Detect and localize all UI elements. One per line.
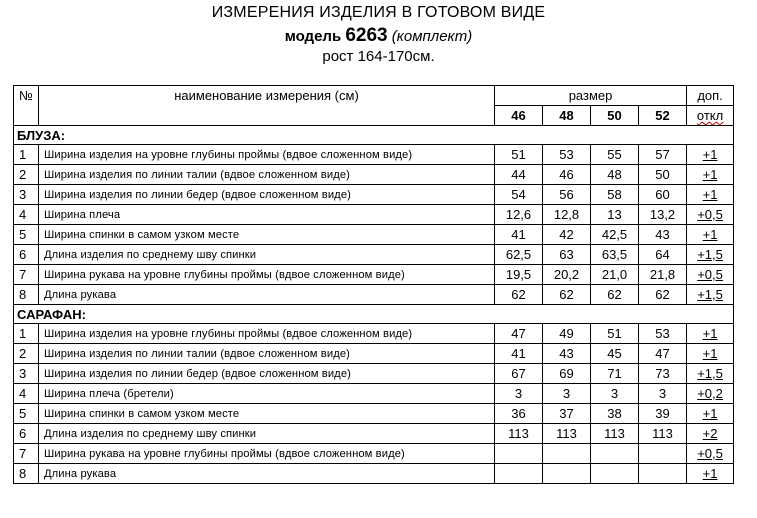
measurement-value: 42	[543, 225, 591, 245]
table-row	[14, 364, 734, 384]
measurement-value: 3	[495, 384, 543, 404]
measurement-value: 113	[591, 424, 639, 444]
tolerance-cell	[687, 424, 734, 444]
tolerance-value: +1	[702, 227, 718, 242]
measurement-value: 3	[591, 384, 639, 404]
model-number: 6263	[345, 25, 388, 46]
table-row	[14, 225, 734, 245]
row-number: 6	[14, 245, 39, 265]
model-label: модель	[284, 28, 342, 45]
measurement-value: 69	[543, 364, 591, 384]
tolerance-cell	[687, 265, 734, 285]
table-row	[14, 285, 734, 305]
table-row	[14, 165, 734, 185]
measurement-name: Ширина изделия по линии талии (вдвое сложенном виде)	[39, 165, 495, 185]
measurement-name: Длина рукава	[39, 285, 495, 305]
tolerance-cell	[687, 384, 734, 404]
tolerance-cell	[687, 225, 734, 245]
measurement-value: 12,8	[543, 205, 591, 225]
tolerance-cell	[687, 324, 734, 344]
row-number: 3	[14, 185, 39, 205]
measurement-value: 43	[543, 344, 591, 364]
model-line	[0, 25, 757, 47]
measurement-value: 63	[543, 245, 591, 265]
size-header: 52	[639, 106, 687, 126]
measurement-value: 56	[543, 185, 591, 205]
tolerance-value: +0,5	[697, 267, 723, 282]
table-row	[14, 245, 734, 265]
measurement-value: 71	[591, 364, 639, 384]
measurement-value: 57	[639, 145, 687, 165]
measurement-value: 3	[543, 384, 591, 404]
tolerance-cell	[687, 464, 734, 484]
measurement-value: 42,5	[591, 225, 639, 245]
table-row	[14, 384, 734, 404]
measurement-value: 44	[495, 165, 543, 185]
measurement-name: Ширина изделия на уровне глубины проймы (вдвое сложенном виде)	[39, 145, 495, 165]
measurement-name: Ширина рукава на уровне глубины проймы (вдвое сложенном виде)	[39, 265, 495, 285]
table-row	[14, 444, 734, 464]
tolerance-cell	[687, 245, 734, 265]
measurement-value: 37	[543, 404, 591, 424]
size-header: 46	[495, 106, 543, 126]
row-number: 5	[14, 225, 39, 245]
measurement-name: Длина изделия по среднему шву спинки	[39, 245, 495, 265]
tolerance-cell	[687, 145, 734, 165]
tolerance-cell	[687, 444, 734, 464]
measurement-name: Ширина изделия по линии талии (вдвое сложенном виде)	[39, 344, 495, 364]
document-title: ИЗМЕРЕНИЯ ИЗДЕЛИЯ В ГОТОВОМ ВИДЕ	[211, 4, 546, 21]
size-header: 48	[543, 106, 591, 126]
col-name-header: наименование измерения (см)	[39, 86, 495, 126]
measurement-value	[591, 464, 639, 484]
row-number: 7	[14, 265, 39, 285]
tolerance-value: +0,2	[697, 386, 723, 401]
measurement-name: Ширина изделия по линии бедер (вдвое сложенном виде)	[39, 185, 495, 205]
measurement-value: 20,2	[543, 265, 591, 285]
measurement-value: 39	[639, 404, 687, 424]
row-number: 2	[14, 165, 39, 185]
tolerance-value: +1,5	[697, 366, 723, 381]
tolerance-value: +1,5	[697, 247, 723, 262]
measurement-value	[495, 464, 543, 484]
section-title: БЛУЗА:	[14, 126, 734, 145]
measurement-value: 19,5	[495, 265, 543, 285]
measurement-value	[639, 464, 687, 484]
measurement-value: 13	[591, 205, 639, 225]
tolerance-cell	[687, 364, 734, 384]
tolerance-value: +1	[702, 147, 718, 162]
measurement-value: 38	[591, 404, 639, 424]
row-number: 1	[14, 145, 39, 165]
measurement-value: 21,0	[591, 265, 639, 285]
tolerance-cell	[687, 344, 734, 364]
col-size-header: размер	[495, 86, 687, 106]
tolerance-value: +1	[702, 167, 718, 182]
measurement-value: 48	[591, 165, 639, 185]
measurement-name: Ширина изделия на уровне глубины проймы (вдвое сложенном виде)	[39, 324, 495, 344]
table-row	[14, 464, 734, 484]
measurement-value	[543, 444, 591, 464]
measurement-value: 51	[495, 145, 543, 165]
measurement-value	[639, 444, 687, 464]
measurement-value: 41	[495, 225, 543, 245]
measurement-value: 45	[591, 344, 639, 364]
tolerance-value: +1	[702, 406, 718, 421]
measurement-value: 50	[639, 165, 687, 185]
row-number: 6	[14, 424, 39, 444]
tolerance-value: +1	[702, 346, 718, 361]
row-number: 8	[14, 464, 39, 484]
measurement-value: 60	[639, 185, 687, 205]
measurement-value: 47	[495, 324, 543, 344]
tolerance-value: +0,5	[697, 446, 723, 461]
measurement-name: Ширина плеча	[39, 205, 495, 225]
measurement-value: 43	[639, 225, 687, 245]
tolerance-cell	[687, 285, 734, 305]
table-row	[14, 404, 734, 424]
row-number: 7	[14, 444, 39, 464]
tolerance-value: +2	[702, 426, 718, 441]
tolerance-value: +1,5	[697, 287, 723, 302]
section-row	[14, 126, 734, 145]
section-row	[14, 305, 734, 324]
measurement-value	[495, 444, 543, 464]
measurement-value: 64	[639, 245, 687, 265]
measurement-value: 53	[543, 145, 591, 165]
table-row	[14, 265, 734, 285]
measurement-value: 62,5	[495, 245, 543, 265]
row-number: 2	[14, 344, 39, 364]
table-row	[14, 185, 734, 205]
table-row	[14, 324, 734, 344]
measurement-value: 47	[639, 344, 687, 364]
measurement-value: 63,5	[591, 245, 639, 265]
row-number: 4	[14, 205, 39, 225]
measurement-value: 12,6	[495, 205, 543, 225]
measurement-name: Длина рукава	[39, 464, 495, 484]
measurement-name: Ширина плеча (бретели)	[39, 384, 495, 404]
model-note: (комплект)	[391, 28, 473, 45]
measurement-value: 21,8	[639, 265, 687, 285]
tolerance-cell	[687, 185, 734, 205]
measurement-value: 62	[495, 285, 543, 305]
row-number: 8	[14, 285, 39, 305]
header-row	[14, 86, 734, 106]
row-number: 4	[14, 384, 39, 404]
row-number: 5	[14, 404, 39, 424]
tolerance-value: +1	[702, 326, 718, 341]
measurement-value	[543, 464, 591, 484]
measurement-value: 62	[543, 285, 591, 305]
table-body	[14, 86, 734, 484]
measurement-value: 73	[639, 364, 687, 384]
measurement-value: 55	[591, 145, 639, 165]
measurement-value: 62	[639, 285, 687, 305]
section-title: САРАФАН:	[14, 305, 734, 324]
height-range: рост 164-170см.	[322, 48, 435, 65]
tolerance-cell	[687, 404, 734, 424]
measurement-value: 41	[495, 344, 543, 364]
row-number: 1	[14, 324, 39, 344]
measurement-value: 113	[639, 424, 687, 444]
measurement-name: Ширина спинки в самом узком месте	[39, 225, 495, 245]
measurements-table	[13, 85, 734, 484]
measurement-value: 58	[591, 185, 639, 205]
tolerance-cell	[687, 205, 734, 225]
row-number: 3	[14, 364, 39, 384]
measurement-name: Ширина изделия по линии бедер (вдвое сложенном виде)	[39, 364, 495, 384]
table-row	[14, 344, 734, 364]
col-dop-header-2: откл	[687, 106, 734, 126]
table-row	[14, 145, 734, 165]
table-row	[14, 205, 734, 225]
measurement-value: 36	[495, 404, 543, 424]
measurement-value: 53	[639, 324, 687, 344]
tolerance-value: +1	[702, 187, 718, 202]
measurement-name: Ширина спинки в самом узком месте	[39, 404, 495, 424]
col-number-header: №	[14, 86, 39, 126]
measurement-value: 46	[543, 165, 591, 185]
size-header: 50	[591, 106, 639, 126]
tolerance-value: +0,5	[697, 207, 723, 222]
measurement-value: 62	[591, 285, 639, 305]
measurement-value: 113	[495, 424, 543, 444]
table-row	[14, 424, 734, 444]
tolerance-cell	[687, 165, 734, 185]
measurement-value: 49	[543, 324, 591, 344]
measurement-value: 67	[495, 364, 543, 384]
measurement-value: 113	[543, 424, 591, 444]
measurement-value: 54	[495, 185, 543, 205]
measurement-name: Ширина рукава на уровне глубины проймы (вдвое сложенном виде)	[39, 444, 495, 464]
measurement-value: 13,2	[639, 205, 687, 225]
measurement-name: Длина изделия по среднему шву спинки	[39, 424, 495, 444]
col-dop-header: доп.	[687, 86, 734, 106]
measurement-value: 51	[591, 324, 639, 344]
measurement-value: 3	[639, 384, 687, 404]
measurement-value	[591, 444, 639, 464]
tolerance-value: +1	[702, 466, 718, 481]
